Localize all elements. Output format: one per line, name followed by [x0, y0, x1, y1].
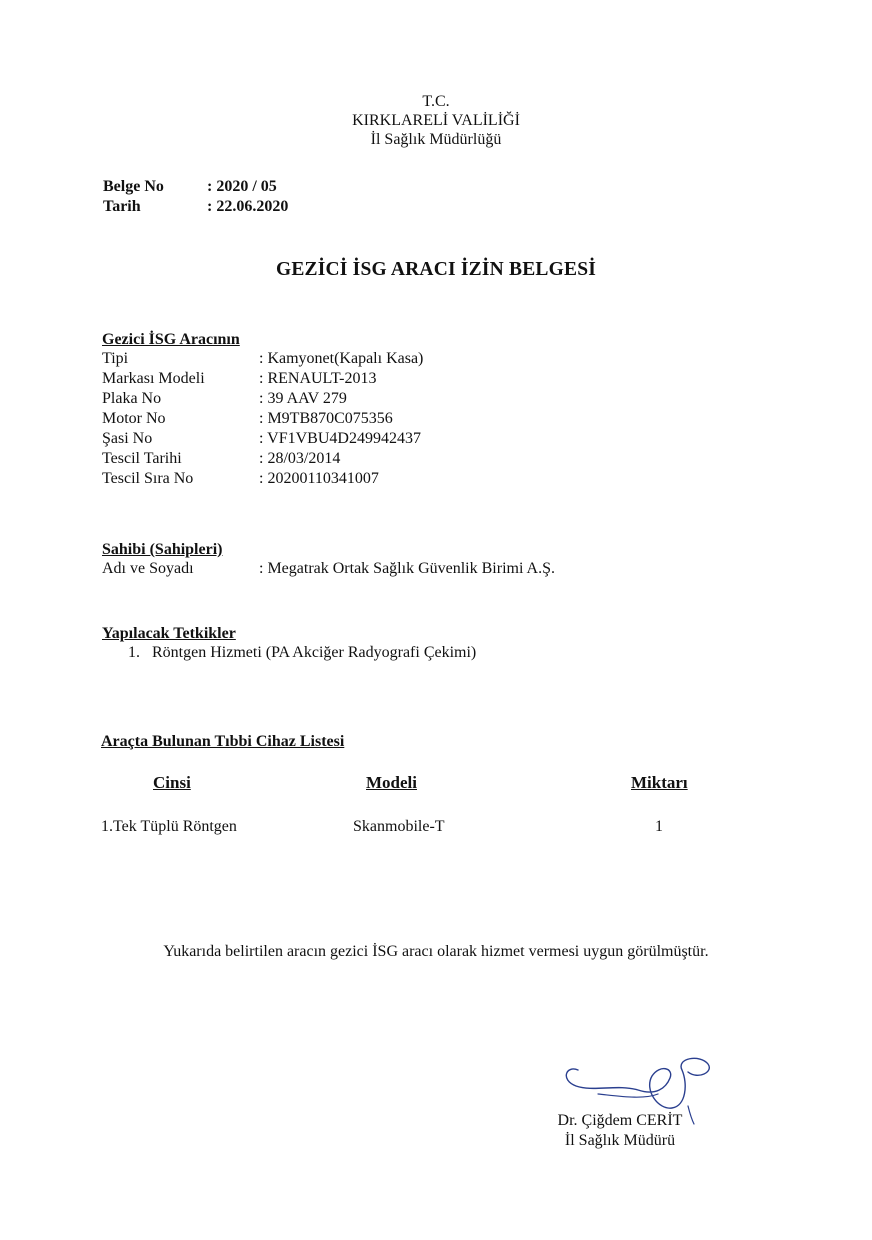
vehicle-label: Plaka No: [102, 390, 162, 408]
signer-position: İl Sağlık Müdürü: [564, 1132, 676, 1149]
vehicle-label: Tipi: [102, 350, 129, 368]
belge-no-label: Belge No: [103, 178, 164, 195]
document-meta: [103, 177, 288, 217]
test-item: 1. Röntgen Hizmeti (PA Akciğer Radyografi Çekimi): [128, 644, 477, 662]
tarih-value: : 22.06.2020: [207, 198, 289, 215]
tests-heading: Yapılacak Tetkikler: [102, 625, 236, 642]
header-tc: T.C.: [422, 93, 450, 110]
owner-value: : Megatrak Ortak Sağlık Güvenlik Birimi A.Ş.: [259, 560, 555, 578]
vehicle-value: : 28/03/2014: [259, 450, 341, 468]
vehicle-row: [102, 449, 423, 469]
vehicle-value: : VF1VBU4D249942437: [259, 430, 421, 448]
device-modeli-cell: Skanmobile-T: [353, 818, 445, 835]
approval-note: Yukarıda belirtilen aracın gezici İSG aracı olarak hizmet vermesi uygun görülmüştür.: [163, 943, 709, 960]
vehicle-section: [102, 330, 423, 489]
document-title: GEZİCİ İSG ARACI İZİN BELGESİ: [275, 259, 597, 280]
vehicle-value: : 39 AAV 279: [259, 390, 347, 408]
owner-heading: Sahibi (Sahipleri): [102, 541, 223, 558]
vehicle-value: : 20200110341007: [259, 470, 379, 488]
owner-label: Adı ve Soyadı: [102, 560, 194, 578]
belge-no-value: : 2020 / 05: [207, 178, 277, 195]
device-cinsi-cell: 1.Tek Tüplü Röntgen: [101, 818, 237, 835]
signature-block: [520, 1111, 720, 1151]
tests-section: [102, 624, 476, 663]
vehicle-row: [102, 389, 423, 409]
header-valilik: KIRKLARELİ VALİLİĞİ: [352, 112, 520, 129]
vehicle-row: [102, 409, 423, 429]
signer-name: Dr. Çiğdem CERİT: [557, 1112, 683, 1129]
vehicle-label: Şasi No: [102, 430, 153, 448]
vehicle-row: [102, 349, 423, 369]
vehicle-row: [102, 469, 423, 489]
document-header: [0, 92, 872, 149]
vehicle-row: [102, 429, 423, 449]
vehicle-row: [102, 369, 423, 389]
vehicle-value: : M9TB870C075356: [259, 410, 393, 428]
vehicle-heading: Gezici İSG Aracının: [102, 331, 240, 348]
tarih-label: Tarih: [103, 198, 141, 215]
device-miktari-cell: 1: [655, 818, 663, 835]
vehicle-label: Markası Modeli: [102, 370, 205, 388]
column-header-modeli: Modeli: [366, 773, 417, 792]
vehicle-value: : RENAULT-2013: [259, 370, 377, 388]
vehicle-label: Motor No: [102, 410, 166, 428]
vehicle-label: Tescil Tarihi: [102, 450, 182, 468]
vehicle-value: : Kamyonet(Kapalı Kasa): [259, 350, 424, 368]
vehicle-label: Tescil Sıra No: [102, 470, 194, 488]
devices-heading: Araçta Bulunan Tıbbi Cihaz Listesi: [101, 733, 345, 750]
column-header-miktari: Miktarı: [631, 773, 688, 792]
owner-section: [102, 540, 555, 579]
header-mudurluk: İl Sağlık Müdürlüğü: [370, 131, 502, 148]
column-header-cinsi: Cinsi: [153, 773, 191, 792]
